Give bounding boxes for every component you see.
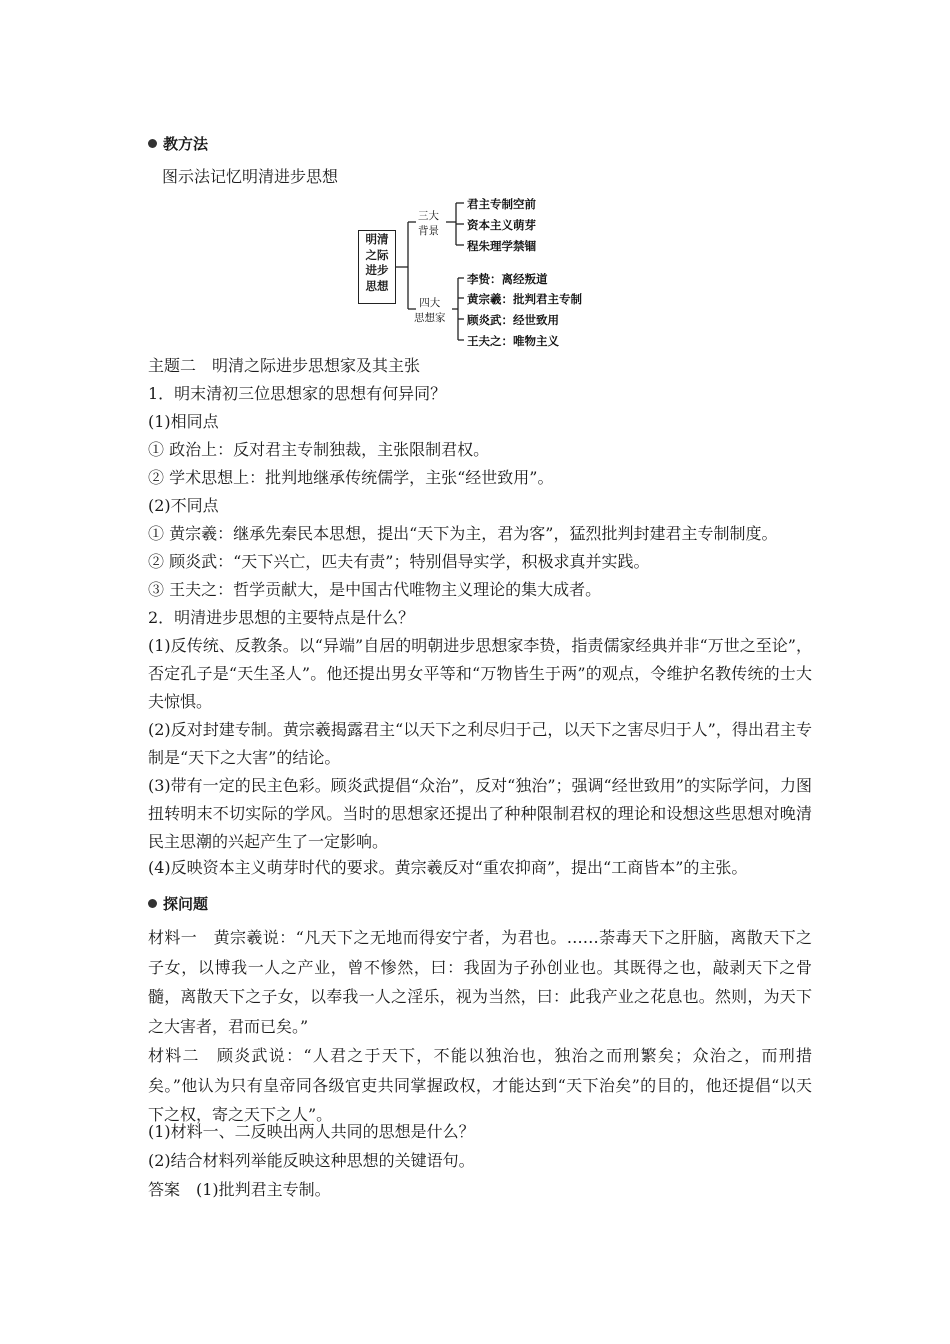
branch-item: 王夫之：唯物主义 bbox=[467, 334, 559, 348]
answer-paragraph: (2)反对封建专制。黄宗羲揭露君主“以天下之利尽归于己，以天下之害尽归于人”，得出君主专制是“天下之大害”的结论。 bbox=[148, 720, 812, 768]
branch-label-thinkers bbox=[414, 295, 446, 325]
answer-item: ② 学术思想上：批判地继承传统儒学，主张“经世致用”。 bbox=[148, 468, 554, 487]
branch-item: 黄宗羲：批判君主专制 bbox=[467, 292, 582, 306]
branch-item: 资本主义萌芽 bbox=[467, 218, 536, 232]
bullet-icon bbox=[148, 899, 157, 908]
branch-label-line: 四大 bbox=[419, 297, 441, 309]
branch-label-background bbox=[418, 208, 439, 238]
answer-line: 答案 (1)批判君主专制。 bbox=[148, 1180, 331, 1199]
section-heading-text: 探问题 bbox=[163, 895, 209, 913]
branch-item: 顾炎武：经世致用 bbox=[467, 313, 559, 327]
branch-label-line: 思想家 bbox=[414, 312, 446, 324]
diagram-center-text bbox=[358, 232, 396, 294]
answer-paragraph: (3)带有一定的民主色彩。顾炎武提倡“众治”，反对“独治”；强调“经世致用”的实际学问，力图扭转明末不切实际的学风。当时的思想家还提出了种种限制君权的理论和设想这些思想对晚清民主思潮的兴起产生了一定影响。 bbox=[148, 776, 812, 852]
answer-subhead: (2)不同点 bbox=[148, 496, 219, 515]
diagram-caption: 图示法记忆明清进步思想 bbox=[162, 167, 339, 186]
question-2: 2．明清进步思想的主要特点是什么？ bbox=[148, 608, 415, 627]
sub-question: (2)结合材料列举能反映这种思想的关键语句。 bbox=[148, 1151, 475, 1170]
answer-item: ③ 王夫之：哲学贡献大，是中国古代唯物主义理论的集大成者。 bbox=[148, 580, 602, 599]
answer-item: ② 顾炎武：“天下兴亡，匹夫有责”；特别倡导实学，积极求真并实践。 bbox=[148, 552, 650, 571]
center-line: 明清 bbox=[365, 232, 389, 246]
branch-item: 程朱理学禁锢 bbox=[467, 239, 536, 253]
answer-item: ① 政治上：反对君主专制独裁，主张限制君权。 bbox=[148, 440, 490, 459]
answer-paragraph: (4)反映资本主义萌芽时代的要求。黄宗羲反对“重农抑商”，提出“工商皆本”的主张。 bbox=[148, 858, 748, 877]
answer-subhead: (1)相同点 bbox=[148, 412, 219, 431]
material-2: 材料二 顾炎武说：“人君之于天下，不能以独治也，独治之而刑繁矣；众治之，而刑措矣。”他认为只有皇帝同各级官吏共同掌握政权，才能达到“天下治矣”的目的，他还提倡“以天下之权，寄之天下之人”。 bbox=[148, 1046, 812, 1124]
question-1: 1．明末清初三位思想家的思想有何异同？ bbox=[148, 384, 447, 403]
center-line: 之际 bbox=[365, 247, 389, 262]
branch-label-line: 三大 bbox=[418, 210, 439, 222]
branch-label-line: 背景 bbox=[418, 225, 439, 237]
branch-item: 李贽：离经叛道 bbox=[467, 272, 548, 286]
answer-item: ① 黄宗羲：继承先秦民本思想，提出“天下为主，君为客”，猛烈批判封建君主专制制度。 bbox=[148, 524, 778, 543]
topic-title: 主题二 明清之际进步思想家及其主张 bbox=[148, 356, 421, 375]
sub-question: (1)材料一、二反映出两人共同的思想是什么？ bbox=[148, 1122, 475, 1141]
center-line: 进步 bbox=[365, 263, 389, 277]
section-heading-text: 教方法 bbox=[163, 135, 209, 153]
branch-item: 君主专制空前 bbox=[467, 197, 536, 211]
section-heading-questions bbox=[148, 893, 208, 914]
material-1: 材料一 黄宗羲说：“凡天下之无地而得安宁者，为君也。……荼毒天下之肝脑，离散天下之子女，以博我一人之产业，曾不惨然，曰：我固为子孙创业也。其既得之也，敲剥天下之骨髓，离散天下之子女，以奉我一人之淫乐，视为当然，曰：此我产业之花息也。然则，为天下之大害者，君而已矣。” bbox=[148, 928, 812, 1036]
answer-paragraph: (1)反传统、反教条。以“异端”自居的明朝进步思想家李贽，指责儒家经典并非“万世之至论”，否定孔子是“天生圣人”。他还提出男女平等和“万物皆生于两”的观点，令维护名教传统的士大夫惊惧。 bbox=[148, 636, 812, 712]
center-line: 思想 bbox=[365, 278, 389, 293]
